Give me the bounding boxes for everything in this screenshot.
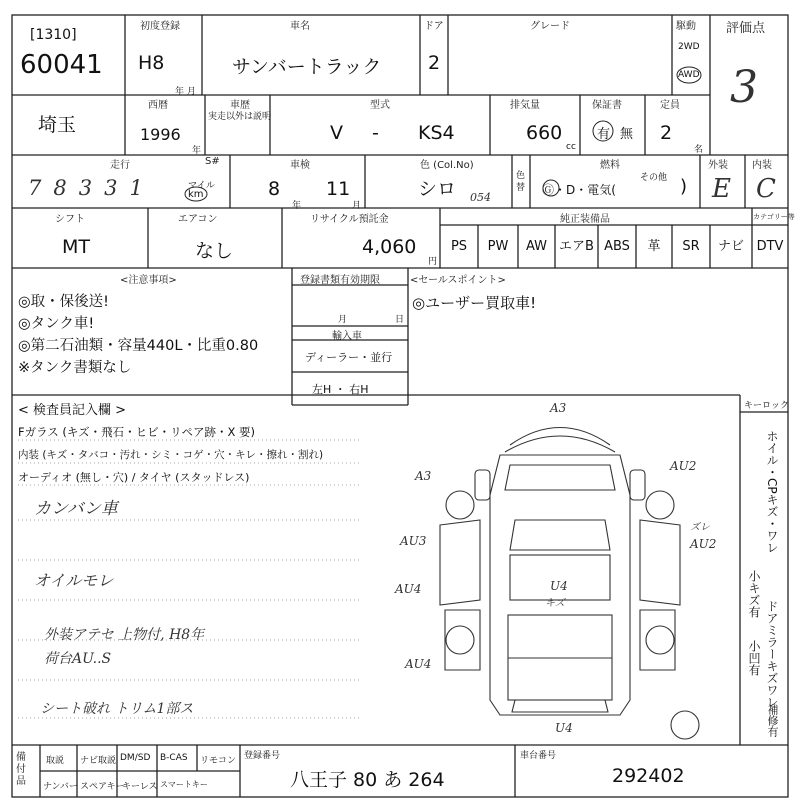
mark-au3-left: AU3: [400, 534, 427, 548]
label-mileage: 走行: [110, 160, 130, 171]
label-model: 型式: [370, 100, 390, 111]
equip-airbag: エアB: [559, 239, 594, 254]
mark-au4-left: AU4: [395, 582, 422, 596]
label-interior: 内装: [752, 160, 772, 171]
lot-code: [1310]: [30, 27, 77, 43]
label-star: S#: [205, 156, 220, 167]
caution-line-3: ◎第二石油類・容量440L・比重0.80: [18, 338, 259, 354]
cc-unit: cc: [566, 142, 576, 152]
model-prefix: V: [330, 122, 343, 144]
footer-item-keyless: キーレス: [122, 782, 158, 792]
equip-leather: 革: [647, 239, 661, 254]
mileage-miles: マイル: [188, 181, 215, 191]
mark-au4-rear: AU4: [405, 657, 432, 671]
caution-line-1: ◎取・保後送!: [18, 294, 109, 310]
car-damage-diagram: [380, 400, 740, 745]
inspector-audio-tire: オーディオ (無し・穴) / タイヤ (スタッドレス): [18, 471, 250, 484]
label-warranty: 保証書: [592, 100, 622, 111]
warranty-yes: 有: [597, 127, 611, 142]
capacity-value: 2: [660, 122, 673, 144]
label-western-year: 西暦: [148, 100, 168, 111]
right-note-2: 小キズ有: [747, 570, 761, 618]
label-exterior: 外装: [708, 160, 728, 171]
label-capacity: 定員: [660, 100, 680, 111]
inspection-year: 8: [268, 178, 281, 200]
capacity-unit: 名: [694, 145, 704, 155]
mark-zure: ズレ: [690, 522, 710, 533]
dealer-option: ディーラー・並行: [305, 351, 393, 364]
right-note-3: ドアミラーキズワレ: [765, 600, 779, 708]
label-doors: ドア: [424, 21, 444, 32]
mark-au2-right: AU2: [690, 537, 717, 551]
color-number: 054: [470, 191, 491, 204]
handwritten-note-4: 荷台AU..S: [44, 651, 112, 667]
drive-awd: AWD: [678, 70, 700, 80]
footer-item-number: ナンバー: [43, 782, 78, 792]
recycle-unit: 円: [428, 257, 438, 267]
equip-pw: PW: [487, 239, 509, 254]
footer-item-smart-key: スマートキー: [160, 780, 208, 789]
mark-a3-top: A3: [550, 401, 567, 415]
mark-au2-front: AU2: [670, 459, 697, 473]
caution-line-2: ◎タンク車!: [18, 316, 95, 332]
car-name-value: サンバートラック: [232, 56, 382, 78]
chassis-label: 車台番号: [520, 751, 557, 761]
recycle-value: 4,060: [362, 236, 417, 258]
label-history-sub: 実走以外は説明: [208, 112, 272, 122]
handwritten-note-1: カンバン車: [34, 499, 118, 519]
equip-aw: AW: [525, 239, 548, 254]
chassis-value: 292402: [612, 765, 685, 787]
label-drive: 駆動: [676, 21, 696, 32]
label-equipment: 純正装備品: [560, 214, 610, 225]
model-code: KS4: [418, 122, 455, 144]
western-year-value: 1996: [140, 125, 181, 144]
mark-kizu: キズ: [545, 598, 565, 609]
prefecture: 埼玉: [38, 114, 77, 136]
inspection-month-unit: 月: [352, 201, 362, 211]
label-inspection: 車検: [290, 160, 310, 171]
displacement-value: 660: [526, 122, 563, 144]
handwritten-note-5: シート破れ トリム1部ス: [40, 701, 194, 717]
label-category: カテゴリー等: [753, 213, 795, 221]
import-label: 輸入車: [332, 331, 362, 342]
footer-item-manual: 取説: [46, 756, 65, 766]
plate-label: 登録番号: [244, 751, 281, 761]
color-change-label: 色替: [516, 171, 526, 193]
equip-navi: ナビ: [717, 239, 744, 254]
fuel-close: ): [680, 176, 688, 197]
reg-month-label: 月: [338, 315, 348, 325]
footer-item-spare-key: スペアキー: [80, 782, 125, 792]
label-recycle: リサイクル預託金: [310, 214, 389, 225]
warranty-no: 無: [620, 127, 634, 142]
label-registration: 初度登録: [140, 21, 180, 32]
key-lock-label: キーロック: [744, 401, 789, 411]
mark-u4-cab: U4: [550, 579, 568, 593]
sales-point-value: ◎ユーザー買取車!: [412, 294, 537, 312]
drive-2wd: 2WD: [678, 42, 700, 52]
model-dash: -: [372, 122, 379, 144]
footer-item-navi-manual: ナビ取説: [80, 756, 117, 766]
mark-u4-rear: U4: [555, 721, 573, 735]
equip-dtv: DTV: [756, 239, 784, 254]
interior-value: C: [756, 174, 776, 204]
fuel-options: Ⓖ・D・電気(: [542, 183, 616, 197]
mark-a3-left: A3: [415, 469, 432, 483]
score-value: 3: [730, 62, 758, 113]
handwritten-note-3: 外装アテセ 上物付, H8年: [44, 627, 205, 643]
label-shift: シフト: [55, 214, 85, 225]
inspection-month: 11: [326, 178, 351, 200]
footer-item-dm-sd: DM/SD: [120, 753, 151, 763]
inspector-title: < 検査員記入欄 >: [18, 403, 127, 418]
aircon-value: なし: [195, 240, 234, 262]
plate-value: 八王子 80 あ 264: [290, 769, 445, 791]
footer-item-bcas: B-CAS: [160, 753, 188, 763]
caution-label: <注意事項>: [120, 275, 177, 286]
label-grade: グレード: [530, 21, 570, 32]
caution-line-4: ※タンク書類なし: [18, 360, 132, 376]
steering-option: 左H ・ 右H: [312, 383, 369, 396]
year-unit: 年: [192, 146, 202, 156]
label-aircon: エアコン: [178, 214, 218, 225]
label-color: 色 (Col.No): [420, 160, 474, 171]
footer-equipment-label: 備付品: [16, 752, 26, 787]
equip-sr: SR: [682, 239, 700, 254]
exterior-value: E: [712, 174, 731, 204]
handwritten-note-2: オイルモレ: [34, 571, 114, 590]
doors-value: 2: [428, 52, 441, 74]
shift-value: MT: [62, 236, 90, 258]
color-value: シロ: [418, 178, 457, 200]
inspection-year-unit: 年: [292, 201, 302, 211]
mileage-unit: km: [188, 189, 204, 200]
era-year: H8: [138, 52, 165, 74]
footer-item-remote: リモコン: [200, 756, 237, 766]
lot-number: 60041: [20, 50, 103, 80]
reg-day-label: 日: [395, 315, 405, 325]
label-car-name: 車名: [290, 21, 310, 32]
sales-point-label: <セールスポイント>: [410, 275, 506, 286]
label-displacement: 排気量: [510, 100, 540, 111]
right-note-5: 補修有: [766, 704, 779, 737]
right-note-4: 小凹有: [747, 640, 761, 676]
mileage-value: 78331: [28, 176, 155, 200]
label-fuel: 燃料: [600, 160, 620, 171]
inspector-glass: Fガラス (キズ・飛石・ヒビ・リペア跡・X 要): [18, 425, 255, 439]
equip-abs: ABS: [604, 239, 630, 254]
label-score: 評価点: [726, 21, 766, 36]
inspector-interior: 内装 (キズ・タバコ・汚れ・シミ・コゲ・穴・キレ・擦れ・割れ): [18, 449, 324, 461]
registration-expiry-label: 登録書類有効期限: [300, 275, 380, 286]
fuel-other-label: その他: [640, 173, 668, 183]
right-note-1: ホイル・CPキズ・ワレ: [765, 430, 779, 554]
equip-ps: PS: [450, 239, 468, 254]
label-history: 車歴: [230, 100, 250, 111]
year-month-label: 年 月: [175, 87, 196, 97]
